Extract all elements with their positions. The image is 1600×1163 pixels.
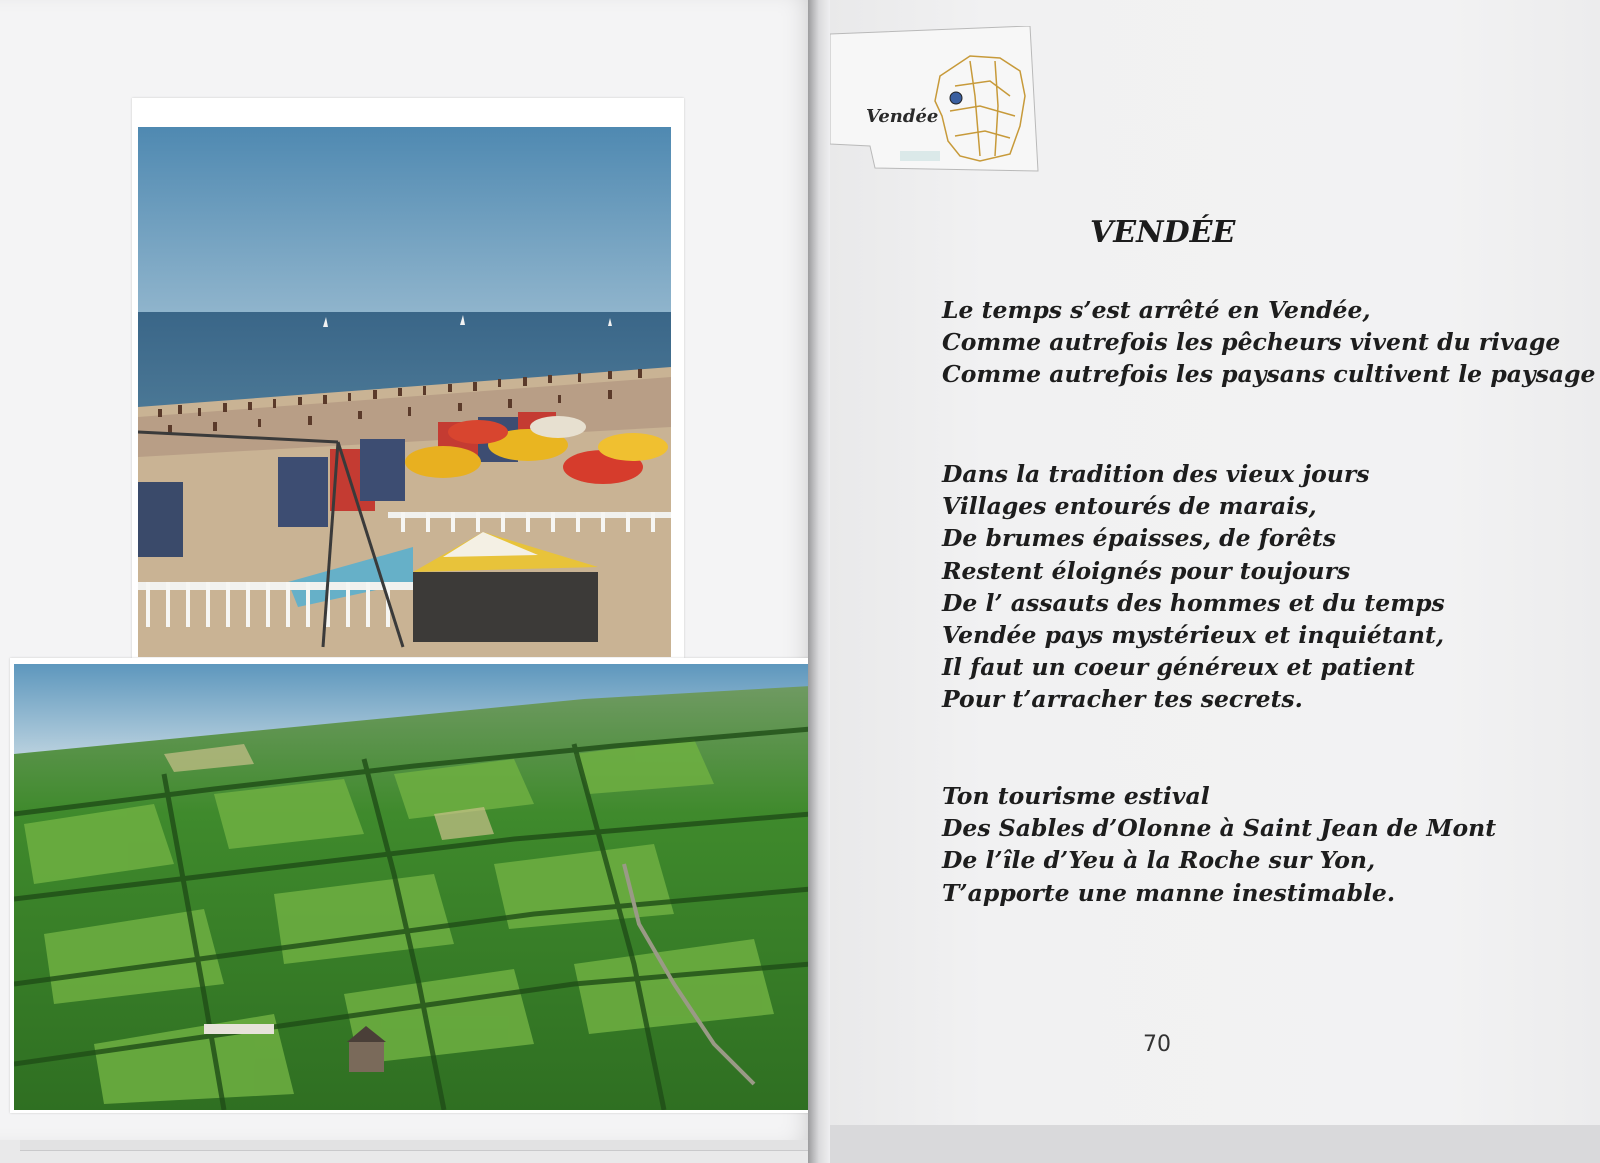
- poem-line: Comme autrefois les pêcheurs vivent du rivage: [942, 328, 1561, 357]
- poem-line: Dans la tradition des vieux jours: [942, 460, 1370, 488]
- stamp-label: Vendée: [866, 106, 939, 127]
- poem-line: Il faut un coeur généreux et patient: [942, 653, 1415, 682]
- poem-line: De l’île d’Yeu à la Roche sur Yon,: [942, 846, 1376, 875]
- page-number: 70: [1143, 1032, 1171, 1057]
- poem-title: VENDÉE: [1090, 215, 1236, 250]
- poem-line: Restent éloignés pour toujours: [942, 556, 1351, 585]
- poem-line: Ton tourisme estival: [942, 782, 1210, 810]
- poem-line: T’apporte une manne inestimable.: [942, 878, 1396, 907]
- poem-body: [830, 0, 1600, 1125]
- poem-line: Comme autrefois les paysans cultivent le paysage: [942, 360, 1596, 389]
- poem-line: De brumes épaisses, de forêts: [942, 524, 1336, 553]
- poem-line: Le temps s’est arrêté en Vendée,: [942, 296, 1371, 324]
- poem-line: Vendée pays mystérieux et inquiétant,: [942, 621, 1445, 650]
- book-spine: [808, 0, 832, 1163]
- beach-photo: [138, 127, 671, 657]
- poem-line: Des Sables d’Olonne à Saint Jean de Mont: [942, 814, 1497, 843]
- poem-line: Villages entourés de marais,: [942, 492, 1317, 521]
- poem-line: Pour t’arracher tes secrets.: [942, 685, 1303, 714]
- stanza-3: [942, 780, 1496, 909]
- countryside-photo: [14, 664, 811, 1110]
- poem-line: De l’ assauts des hommes et du temps: [942, 588, 1445, 617]
- stanza-2: [942, 458, 1445, 716]
- stanza-1: [942, 294, 1595, 391]
